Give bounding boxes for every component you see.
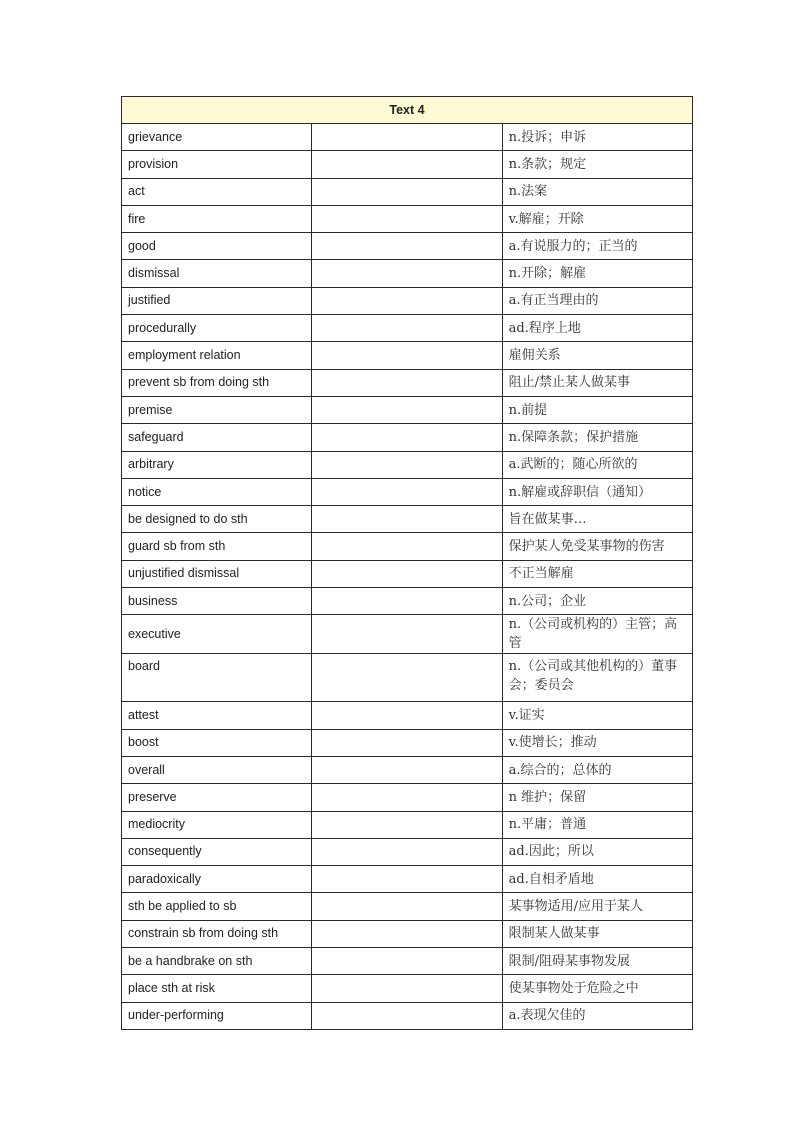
blank-cell [312, 178, 502, 205]
meaning-cell: n.保障条款；保护措施 [502, 424, 692, 451]
meaning-cell: n.平庸；普通 [502, 811, 692, 838]
table-row [122, 287, 693, 314]
table-row [122, 948, 693, 975]
table-row [122, 838, 693, 865]
blank-cell [312, 451, 502, 478]
meaning-cell: a.有正当理由的 [502, 287, 692, 314]
blank-cell [312, 369, 502, 396]
word-cell: mediocrity [122, 811, 312, 838]
meaning-cell: n.（公司或其他机构的）董事会；委员会 [502, 654, 692, 702]
table-row [122, 506, 693, 533]
blank-cell [312, 533, 502, 560]
word-cell: grievance [122, 124, 312, 151]
meaning-cell: v.证实 [502, 702, 692, 729]
word-cell: act [122, 178, 312, 205]
table-row [122, 920, 693, 947]
meaning-cell: n.公司；企业 [502, 588, 692, 615]
meaning-cell: a.综合的；总体的 [502, 756, 692, 783]
word-cell: procedurally [122, 315, 312, 342]
word-cell: consequently [122, 838, 312, 865]
vocabulary-table [121, 96, 693, 1030]
meaning-cell: n.条款；规定 [502, 151, 692, 178]
blank-cell [312, 920, 502, 947]
word-cell: place sth at risk [122, 975, 312, 1002]
table-row [122, 1002, 693, 1029]
blank-cell [312, 588, 502, 615]
blank-cell [312, 560, 502, 587]
table-row [122, 615, 693, 654]
blank-cell [312, 729, 502, 756]
table-row [122, 533, 693, 560]
table-row [122, 866, 693, 893]
meaning-cell: n.投诉；申诉 [502, 124, 692, 151]
meaning-cell: n.开除；解雇 [502, 260, 692, 287]
table-row [122, 315, 693, 342]
meaning-cell: n.（公司或机构的）主管；高管 [502, 615, 692, 654]
word-cell: premise [122, 396, 312, 423]
meaning-cell: 旨在做某事… [502, 506, 692, 533]
table-row [122, 151, 693, 178]
table-row [122, 342, 693, 369]
meaning-cell: ad.自相矛盾地 [502, 866, 692, 893]
word-cell: attest [122, 702, 312, 729]
blank-cell [312, 315, 502, 342]
blank-cell [312, 784, 502, 811]
blank-cell [312, 866, 502, 893]
word-cell: paradoxically [122, 866, 312, 893]
blank-cell [312, 396, 502, 423]
word-cell: fire [122, 205, 312, 232]
blank-cell [312, 260, 502, 287]
table-row [122, 756, 693, 783]
table-title-row [122, 97, 693, 124]
word-cell: good [122, 233, 312, 260]
word-cell: preserve [122, 784, 312, 811]
meaning-cell: 限制某人做某事 [502, 920, 692, 947]
blank-cell [312, 205, 502, 232]
word-cell: unjustified dismissal [122, 560, 312, 587]
vocabulary-table-body [122, 97, 693, 1030]
table-row [122, 369, 693, 396]
meaning-cell: 某事物适用/应用于某人 [502, 893, 692, 920]
blank-cell [312, 654, 502, 702]
word-cell: prevent sb from doing sth [122, 369, 312, 396]
meaning-cell: 限制/阻碍某事物发展 [502, 948, 692, 975]
table-row [122, 702, 693, 729]
meaning-cell: n 维护；保留 [502, 784, 692, 811]
word-cell: sth be applied to sb [122, 893, 312, 920]
meaning-cell: ad.程序上地 [502, 315, 692, 342]
table-row [122, 560, 693, 587]
table-title: Text 4 [122, 97, 693, 124]
table-row [122, 260, 693, 287]
blank-cell [312, 506, 502, 533]
meaning-cell: a.有说服力的；正当的 [502, 233, 692, 260]
word-cell: notice [122, 478, 312, 505]
word-cell: safeguard [122, 424, 312, 451]
blank-cell [312, 615, 502, 654]
blank-cell [312, 124, 502, 151]
word-cell: constrain sb from doing sth [122, 920, 312, 947]
word-cell: business [122, 588, 312, 615]
meaning-cell: a.表现欠佳的 [502, 1002, 692, 1029]
meaning-cell: 雇佣关系 [502, 342, 692, 369]
blank-cell [312, 948, 502, 975]
word-cell: board [122, 654, 312, 702]
table-row [122, 205, 693, 232]
table-row [122, 784, 693, 811]
table-row [122, 233, 693, 260]
blank-cell [312, 424, 502, 451]
table-row [122, 396, 693, 423]
table-row [122, 478, 693, 505]
table-row [122, 451, 693, 478]
table-row [122, 654, 693, 702]
blank-cell [312, 151, 502, 178]
table-row [122, 588, 693, 615]
table-row [122, 811, 693, 838]
blank-cell [312, 1002, 502, 1029]
meaning-cell: 阻止/禁止某人做某事 [502, 369, 692, 396]
meaning-cell: n.法案 [502, 178, 692, 205]
meaning-cell: a.武断的；随心所欲的 [502, 451, 692, 478]
word-cell: employment relation [122, 342, 312, 369]
blank-cell [312, 233, 502, 260]
table-row [122, 975, 693, 1002]
blank-cell [312, 893, 502, 920]
table-row [122, 893, 693, 920]
meaning-cell: v.解雇；开除 [502, 205, 692, 232]
meaning-cell: n.解雇或辞职信（通知） [502, 478, 692, 505]
word-cell: justified [122, 287, 312, 314]
table-row [122, 729, 693, 756]
blank-cell [312, 478, 502, 505]
word-cell: executive [122, 615, 312, 654]
blank-cell [312, 838, 502, 865]
blank-cell [312, 702, 502, 729]
meaning-cell: ad.因此；所以 [502, 838, 692, 865]
meaning-cell: 不正当解雇 [502, 560, 692, 587]
table-row [122, 178, 693, 205]
blank-cell [312, 342, 502, 369]
blank-cell [312, 287, 502, 314]
table-row [122, 124, 693, 151]
meaning-cell: v.使增长；推动 [502, 729, 692, 756]
meaning-cell: 保护某人免受某事物的伤害 [502, 533, 692, 560]
word-cell: dismissal [122, 260, 312, 287]
word-cell: be a handbrake on sth [122, 948, 312, 975]
word-cell: boost [122, 729, 312, 756]
blank-cell [312, 756, 502, 783]
blank-cell [312, 975, 502, 1002]
word-cell: guard sb from sth [122, 533, 312, 560]
blank-cell [312, 811, 502, 838]
meaning-cell: n.前提 [502, 396, 692, 423]
table-row [122, 424, 693, 451]
word-cell: provision [122, 151, 312, 178]
word-cell: under-performing [122, 1002, 312, 1029]
meaning-cell: 使某事物处于危险之中 [502, 975, 692, 1002]
word-cell: overall [122, 756, 312, 783]
word-cell: be designed to do sth [122, 506, 312, 533]
word-cell: arbitrary [122, 451, 312, 478]
